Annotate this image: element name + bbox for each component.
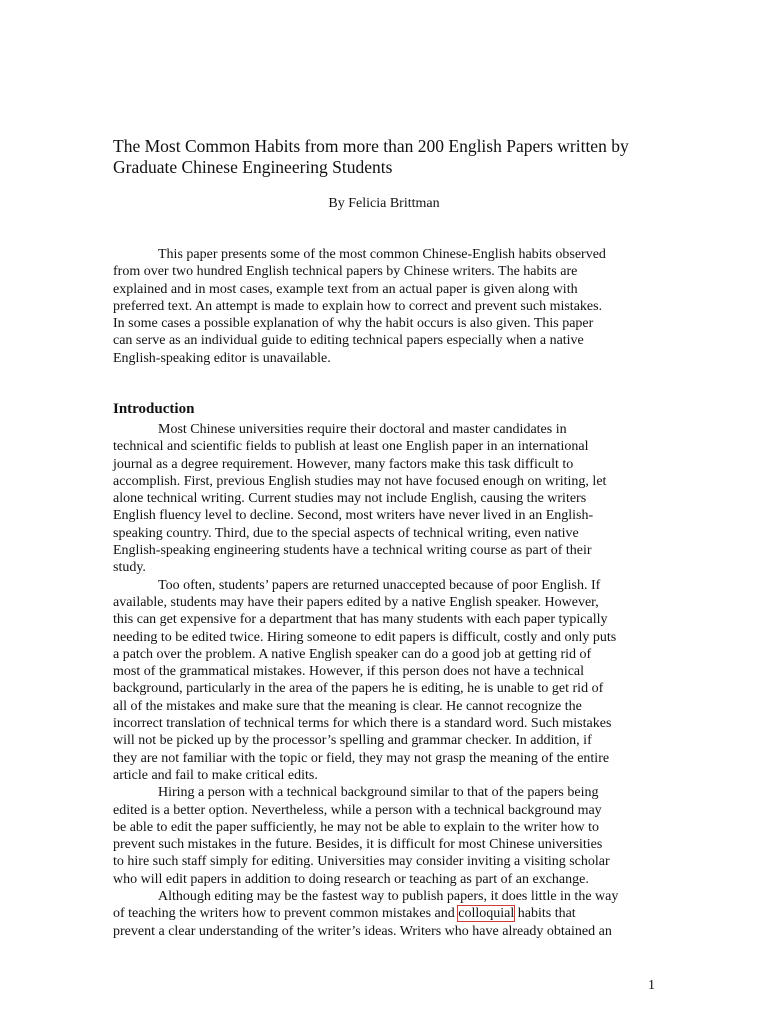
text-line: available, students may have their papers edited by a native English speaker. However, [113, 594, 599, 610]
text-line: who will edit papers in addition to doing research or teaching as part of an exchange. [113, 871, 589, 887]
text-line: explained and in most cases, example text from an actual paper is given along with [113, 281, 578, 297]
body-text [113, 421, 658, 940]
abstract-paragraph [113, 246, 658, 367]
text-line: technical and scientific fields to publish at least one English paper in an international [113, 439, 589, 455]
text-line: alone technical writing. Current studies may not include English, causing the writers [113, 491, 587, 507]
colloquial-link[interactable]: colloquial [458, 906, 515, 922]
text-line: edited is a better option. Nevertheless, while a person with a technical background may [113, 802, 602, 818]
text-line: to hire such staff simply for editing. Universities may consider inviting a visiting scholar [113, 854, 610, 870]
text-line: English fluency level to decline. Second, most writers have never lived in an English- [113, 508, 594, 524]
text-line: they are not familiar with the topic or field, they may not grasp the meaning of the entire [113, 750, 610, 766]
text-line: English-speaking engineering students have a technical writing course as part of their [113, 543, 592, 559]
text-line: This paper presents some of the most common Chinese-English habits observed [158, 247, 606, 262]
text-line: English-speaking editor is unavailable. [113, 350, 331, 366]
text-line: incorrect translation of technical terms for which there is a standard word. Such mistakes [113, 716, 612, 732]
text-line: will not be picked up by the processor’s spelling and grammar checker. In addition, if [113, 733, 592, 749]
text-line: be able to edit the paper sufficiently, he may not be able to explain to the writer how to [113, 819, 599, 835]
text-line: most of the grammatical mistakes. However, if this person does not have a technical [113, 664, 585, 680]
title-line: Graduate Chinese Engineering Students [113, 157, 393, 177]
text-line: Although editing may be the fastest way to publish papers, it does little in the way [158, 889, 619, 905]
text-fragment: of teaching the writers how to prevent common mistakes and [113, 906, 459, 922]
text-line: journal as a degree requirement. However, many factors make this task difficult to [113, 456, 574, 472]
text-line: all of the mistakes and make sure that the meaning is clear. He cannot recognize the [113, 698, 582, 714]
text-line: Hiring a person with a technical background similar to that of the papers being [158, 785, 599, 801]
text-line: In some cases a possible explanation of why the habit occurs is also given. This paper [113, 316, 594, 332]
text-line: a patch over the problem. A native English speaker can do a good job at getting rid of [113, 646, 592, 662]
text-line: this can get expensive for a department that has many students with each paper typically [113, 612, 608, 628]
text-line: background, particularly in the area of the papers he is editing, he is unable to get rid of [113, 681, 604, 697]
text-line: needing to be edited twice. Hiring someone to edit papers is difficult, costly and only puts [113, 629, 617, 645]
text-line [113, 905, 658, 922]
text-line: Most Chinese universities require their doctoral and master candidates in [158, 422, 567, 437]
paper-title [113, 136, 673, 178]
text-line: prevent a clear understanding of the writer’s ideas. Writers who have already obtained an [113, 923, 612, 939]
text-line: from over two hundred English technical papers by Chinese writers. The habits are [113, 264, 578, 280]
text-line: prevent such mistakes in the future. Besides, it is difficult for most Chinese universities [113, 837, 603, 853]
text-line: study. [113, 560, 146, 576]
text-fragment: habits that [514, 906, 576, 922]
text-line: preferred text. An attempt is made to explain how to correct and prevent such mistakes. [113, 298, 603, 314]
section-heading-introduction: Introduction [113, 401, 195, 417]
text-line: accomplish. First, previous English studies may not have focused enough on writing, let [113, 473, 607, 489]
text-line: speaking country. Third, due to the special aspects of technical writing, even native [113, 525, 579, 541]
text-line: can serve as an individual guide to editing technical papers especially when a native [113, 333, 584, 349]
title-line: The Most Common Habits from more than 200 English Papers written by [113, 136, 629, 156]
text-line: Too often, students’ papers are returned unaccepted because of poor English. If [158, 577, 601, 593]
author-byline: By Felicia Brittman [328, 196, 440, 211]
page-number: 1 [648, 978, 655, 993]
text-line: article and fail to make critical edits. [113, 767, 318, 783]
